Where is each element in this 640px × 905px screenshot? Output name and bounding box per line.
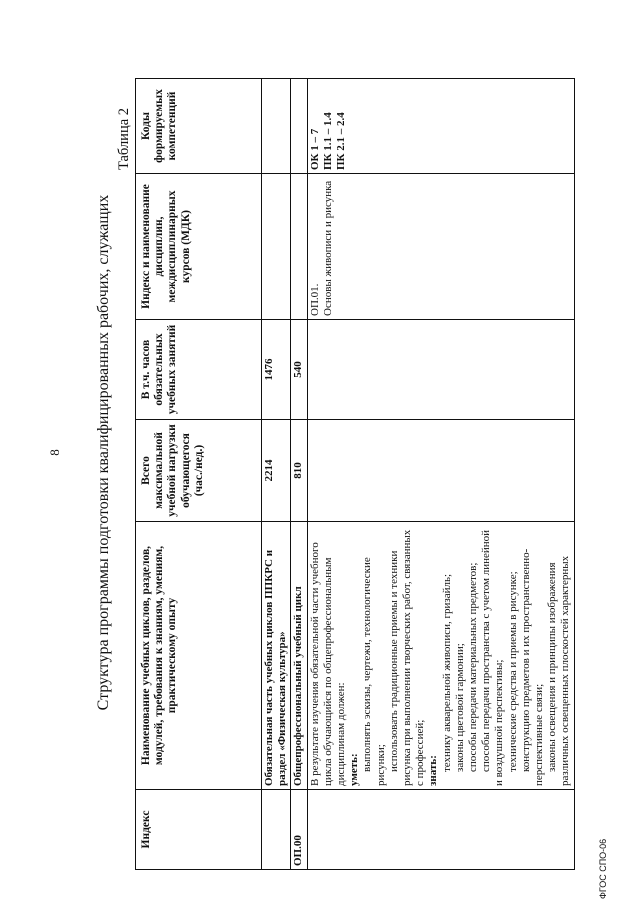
header-required-hours: В т.ч. часов обязательных учебных занятий — [136, 320, 262, 420]
header-competencies: Коды формируемых компетенций — [136, 79, 262, 174]
skill-item: использовать традиционные приемы и техники рисунка при выполнении творческих работ, связанных с профессией; — [387, 529, 427, 786]
page-number: 8 — [47, 449, 62, 456]
cell-required — [307, 320, 574, 420]
cell-name: Общепрофессиональный учебный цикл — [291, 522, 307, 790]
header-name: Наименование учебных циклов, разделов, модулей, требования к знаниям, умениям, практическому опыту — [136, 522, 262, 790]
cell-competencies — [291, 79, 307, 174]
cell-discipline — [291, 174, 307, 320]
requirements-intro: В результате изучения обязательной части учебного цикла обучающийся по общепрофессиональным дисциплинам должен: — [308, 542, 348, 786]
cell-name — [307, 522, 574, 790]
cell-index — [262, 790, 291, 870]
knowledge-item: законы цветовой гармонии; — [453, 643, 466, 772]
cell-name: Обязательная часть учебных циклов ППКРС и раздел «Физическая культура» — [262, 522, 291, 790]
competency-code: ПК 1.1 – 1.4 — [321, 112, 334, 170]
structure-table — [135, 78, 575, 870]
cell-discipline — [307, 174, 574, 320]
cell-discipline — [262, 174, 291, 320]
cell-required: 540 — [291, 320, 307, 420]
cell-total — [307, 420, 574, 522]
knowledge-item: технические средства и приемы в рисунке; — [506, 571, 519, 772]
knowledge-item: способы передачи пространства с учетом линейной и воздушной перспективы; — [480, 529, 506, 786]
table-row — [307, 79, 574, 870]
cell-total: 810 — [291, 420, 307, 522]
cell-index — [307, 790, 574, 870]
cell-index: ОП.00 — [291, 790, 307, 870]
discipline-name: Основы живописи и рисунка — [321, 180, 334, 316]
discipline-code: ОП.01. — [308, 283, 321, 316]
cell-competencies — [307, 79, 574, 174]
page-title: Структура программы подготовки квалифицированных рабочих, служащих — [95, 194, 112, 711]
skills-label: уметь: — [348, 753, 361, 786]
competency-code: ОК 1 – 7 — [308, 128, 321, 170]
header-total-hours: Всего максимальной учебной нагрузки обучающегося (час./нед.) — [136, 420, 262, 522]
table-caption: Таблица 2 — [116, 107, 132, 170]
header-index: Индекс — [136, 790, 262, 870]
knowledge-item: конструкцию предметов и их пространственно-перспективные связи; — [519, 548, 546, 786]
knowledge-item: законы освещения и принципы изображения различных освещенных плоскостей характерных — [546, 555, 572, 786]
table-row — [291, 79, 307, 870]
cell-required: 1476 — [262, 320, 291, 420]
competency-code: ПК 2.1 – 2.4 — [335, 112, 348, 170]
header-discipline: Индекс и наименование дисциплин, междисциплинарных курсов (МДК) — [136, 174, 262, 320]
cell-competencies — [262, 79, 291, 174]
table-header-row — [136, 79, 262, 870]
table-row — [262, 79, 291, 870]
cell-total: 2214 — [262, 420, 291, 522]
knowledge-label: знать: — [427, 755, 440, 786]
knowledge-item: способы передачи материальных предметов; — [467, 562, 480, 772]
knowledge-item: технику акварельной живописи, гризайль; — [440, 573, 453, 772]
footer-label: ФГОС СПО-06 — [598, 838, 608, 899]
skill-item: выполнять эскизы, чертежи, технологические рисунки; — [361, 557, 387, 786]
